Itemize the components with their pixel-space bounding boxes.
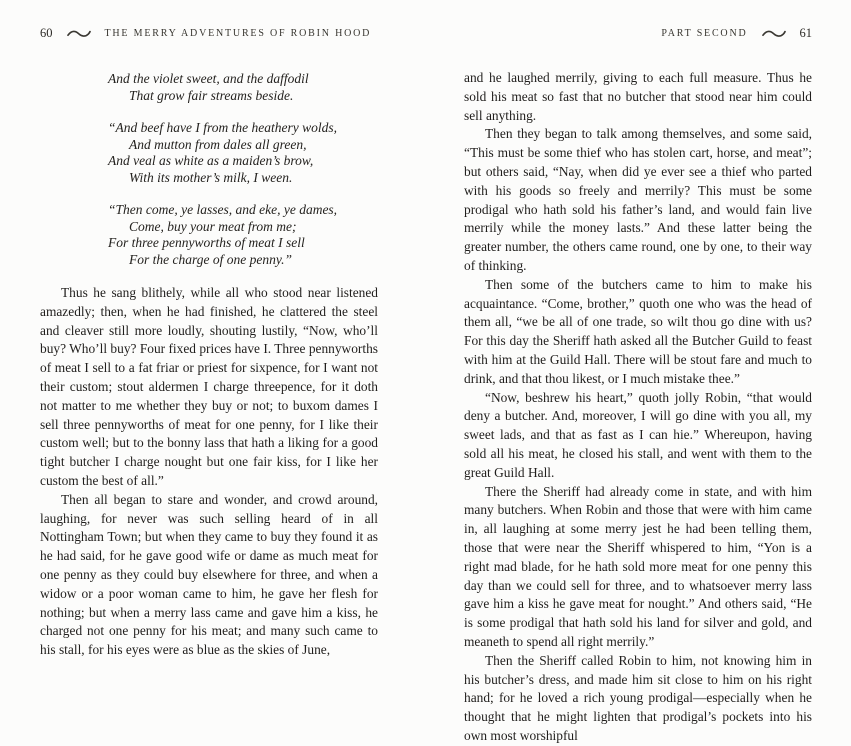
poem-line: “And beef have I from the heathery wolds,	[108, 120, 337, 135]
poem-line: And veal as white as a maiden’s brow,	[108, 153, 314, 168]
poem-line: With its mother’s milk, I ween.	[129, 169, 293, 185]
stanza	[108, 202, 378, 268]
swash-ornament-icon	[762, 29, 786, 39]
paragraph: Then some of the butchers came to him to make his acquaintance. “Come, brother,” quoth one who was the head of them all, “we be all of one trade, so wilt thou go dine with us? For this day the Sheriff hath asked all the Butcher Guild to feast with him at the Guild Hall. There will be stout fare and much to drink, and that thou likest, or I much mistake thee.”	[464, 276, 812, 386]
paragraph: Then they began to talk among themselves, and some said, “This must be some thief who has stolen cart, horse, and meat”; but others said, “Nay, when did ye ever see a thief who parted with his goods so freely and merrily? This must be some prodigal who hath sold his father’s land, and would fain live merrily while the money lasts.” And these latter being the greater number, the others came round, one by one, to their way of thinking.	[464, 126, 812, 273]
left-page	[40, 26, 378, 660]
left-running-title: THE MERRY ADVENTURES OF ROBIN HOOD	[104, 27, 372, 39]
paragraph: Then the Sheriff called Robin to him, not knowing him in his butcher’s dress, and made him sit close to him on his right hand; for he loved a rich young prodigal—especially when he thought that he might lighten that prodigal’s pockets into his own most worshipful	[464, 652, 812, 743]
stanza	[108, 71, 378, 104]
poem-line: Come, buy your meat from me;	[129, 218, 297, 234]
right-running-title: PART SECOND	[661, 27, 748, 39]
paragraph: and he laughed merrily, giving to each full measure. Thus he sold his meat so fast that no butcher that stood near him could sell anything.	[464, 70, 812, 123]
stanza	[108, 120, 378, 186]
poem-line: And mutton from dales all green,	[129, 136, 307, 152]
paragraph: Thus he sang blithely, while all who stood near listened amazedly; then, when he had finished, he clattered the steel and cleaver still more loudly, shouting lustily, “Now, who’ll buy? Who’ll buy? Four fixed prices have I. Three pennyworths of meat I sell to a fat friar or priest for sixpence, for I want not their custom; stout aldermen I charge threepence, for it doth not matter to me whether they buy or not; to buxom dames I sell three pennyworths of meat for one penny, for I like their custom well; but to the bonny lass that hath a liking for a good tight butcher I charge nought but one fair kiss, for I like her custom the best of all.”	[40, 285, 378, 488]
swash-ornament-icon	[67, 29, 91, 39]
right-running-head	[464, 26, 812, 40]
poem-line: For three pennyworths of meat I sell	[108, 235, 305, 250]
right-page-prose	[464, 69, 812, 746]
left-running-head	[40, 26, 378, 40]
paragraph: There the Sheriff had already come in state, and with him many butchers. When Robin and those that were with him came in, all laughing at some merry jest he had been telling them, those that were near the Sheriff whispered to him, “Yon is a right mad blade, for he hath sold more meat for one penny this day than we could sell for three, and to whatsoever merry lass gave him a kiss he gave meat for nought.” And others said, “He is some prodigal that hath sold his land for silver and gold, and meaneth to spend all right merrily.”	[464, 483, 812, 649]
paragraph: “Now, beshrew his heart,” quoth jolly Robin, “that would deny a butcher. And, moreover, I will go dine with you all, my sweet lads, and that as fast as I can hie.” Whereupon, having sold all his meat, he closed his stall, and went with them to the great Guild Hall.	[464, 389, 812, 480]
right-page	[464, 26, 812, 746]
poem-line: “Then come, ye lasses, and eke, ye dames,	[108, 202, 338, 217]
left-page-prose	[40, 284, 378, 660]
left-page-number: 60	[40, 25, 53, 40]
right-page-number: 61	[799, 25, 812, 40]
paragraph: Then all began to stare and wonder, and crowd around, laughing, for never was such selling heard of in all Nottingham Town; but when they came to buy they found it as he had said, for he gave good wife or dame as much meat for one penny as they could buy elsewhere for three, and when a widow or a poor woman came to him, he gave her flesh for nothing; but when a merry lass came and gave him a kiss, he charged not one penny for his meat; and many such came to his stall, for his eyes were as blue as the skies of June,	[40, 491, 378, 658]
poem-line: For the charge of one penny.”	[129, 251, 292, 267]
poem	[108, 71, 378, 268]
poem-line: That grow fair streams beside.	[129, 87, 294, 103]
poem-line: And the violet sweet, and the daffodil	[108, 71, 309, 86]
